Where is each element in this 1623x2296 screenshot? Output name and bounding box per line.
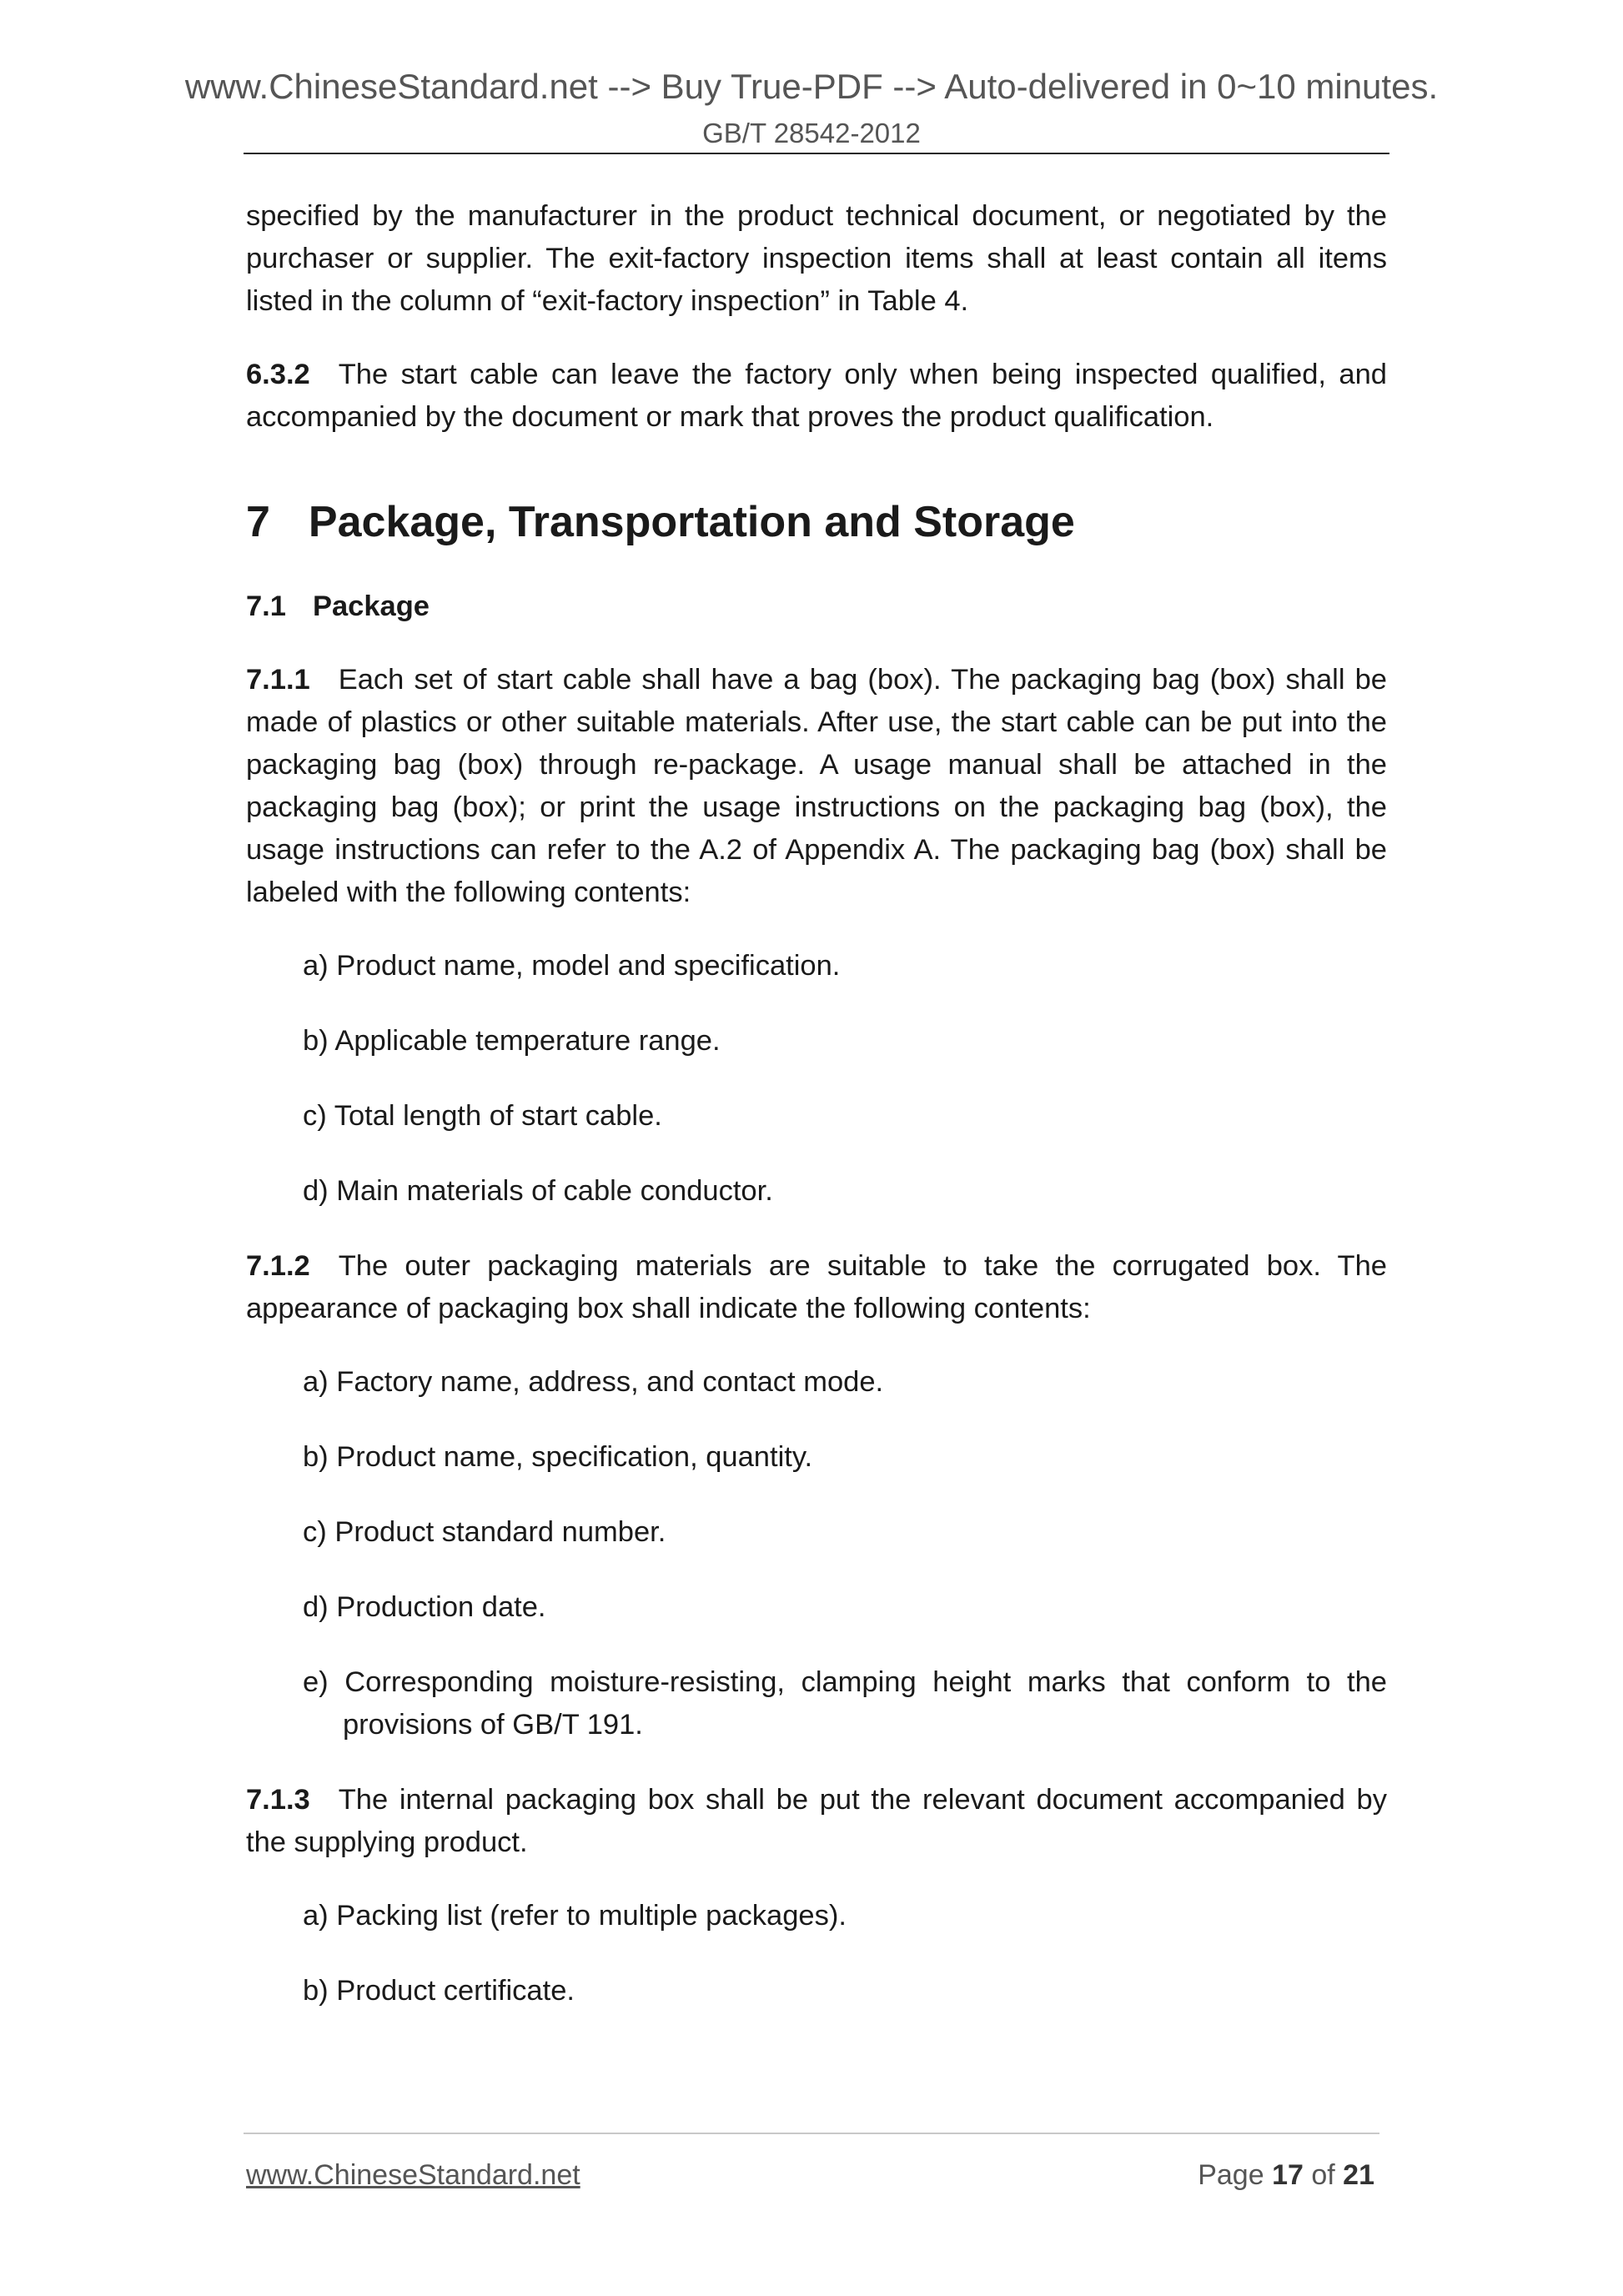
header-divider (244, 153, 1389, 154)
list-item: d) Main materials of cable conductor. (303, 1175, 773, 1207)
section-title: Package, Transportation and Storage (308, 498, 1075, 546)
list-item: b) Product certificate. (303, 1975, 575, 2007)
clause-text: The outer packaging materials are suitable to take the corrugated box. The appearance of packaging box shall indicate the following contents: (246, 1250, 1387, 1324)
list-item: b) Product name, specification, quantity. (303, 1441, 813, 1473)
clause-number: 7.1.1 (246, 664, 310, 696)
section-number: 7 (246, 498, 270, 546)
clause-7-1-2 (246, 1245, 1387, 1330)
total-page-count: 21 (1343, 2159, 1374, 2191)
list-item: a) Packing list (refer to multiple packages). (303, 1900, 847, 1932)
list-item: d) Production date. (303, 1591, 546, 1623)
clause-text: The internal packaging box shall be put the relevant document accompanied by the supplying product. (246, 1784, 1387, 1858)
clause-number: 6.3.2 (246, 359, 310, 390)
list-item: c) Product standard number. (303, 1516, 666, 1548)
page-label: Page (1198, 2159, 1264, 2191)
list-item: b) Applicable temperature range. (303, 1025, 721, 1057)
clause-number: 7.1.3 (246, 1784, 310, 1816)
clause-6-3-2 (246, 354, 1387, 439)
intro-paragraph: specified by the manufacturer in the product technical document, or negotiated by the purchaser or supplier. The exit-factory inspection items shall at least contain all items listed in the column of “exit-factory inspection” in Table 4. (246, 200, 1387, 317)
clause-number: 7.1.2 (246, 1250, 310, 1282)
footer-site-link[interactable]: www.ChineseStandard.net (246, 2159, 580, 2191)
list-item: c) Total length of start cable. (303, 1100, 662, 1132)
subsection-number: 7.1 (246, 590, 286, 622)
current-page-number: 17 (1272, 2159, 1304, 2191)
section-heading-7 (246, 495, 1387, 549)
clause-7-1-3 (246, 1779, 1387, 1864)
list-item: a) Factory name, address, and contact mode. (303, 1366, 884, 1398)
subsection-title: Package (312, 590, 430, 622)
clause-text: Each set of start cable shall have a bag (box). The packaging bag (box) shall be made of plastics or other suitable materials. After use, the start cable can be put into the packaging bag (box) through re-package. A usage manual shall be attached in the packaging bag (box); or print the usage instructions on the packaging bag (box), the usage instructions can refer to the A.2 of Appendix A. The packaging bag (box) shall be labeled with the following contents: (246, 664, 1387, 908)
subsection-heading-7-1 (246, 585, 1387, 628)
clause-text: The start cable can leave the factory only when being inspected qualified, and accompanied by the document or mark that proves the product qualification. (246, 359, 1387, 433)
document-body (246, 195, 1387, 2045)
list-item: e) Corresponding moisture-resisting, clamping height marks that conform to the provisions of GB/T 191. (303, 1666, 1387, 1741)
page-of-label: of (1311, 2159, 1335, 2191)
list-item: a) Product name, model and specification. (303, 950, 841, 982)
site-banner: www.ChineseStandard.net --> Buy True-PDF --> Auto-delivered in 0~10 minutes. (184, 67, 1439, 106)
clause-7-1-1 (246, 659, 1387, 914)
standard-number: GB/T 28542-2012 (702, 118, 921, 148)
footer-divider (244, 2133, 1379, 2134)
page-indicator (1198, 2157, 1374, 2193)
